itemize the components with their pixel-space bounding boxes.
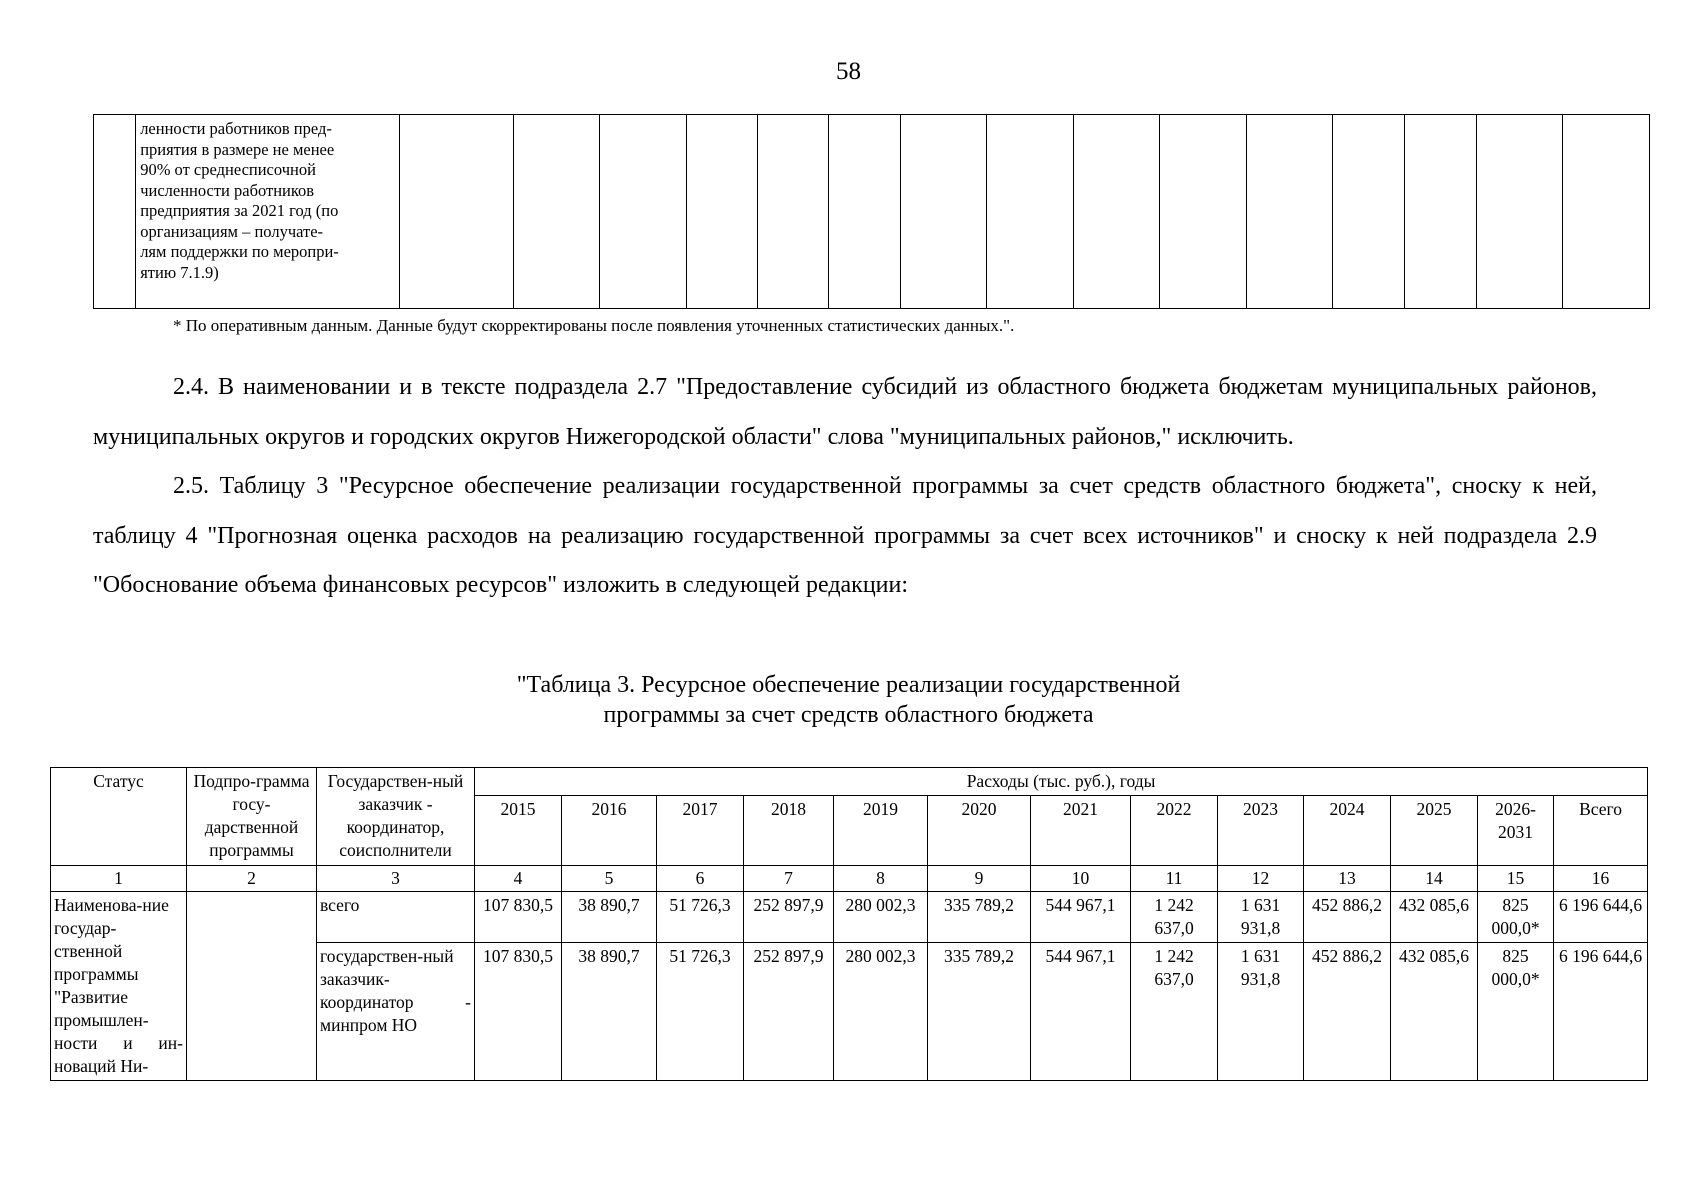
value-cell: 1 242 637,0 (1131, 943, 1218, 1081)
continued-table (93, 114, 1650, 309)
table-cell (1476, 115, 1563, 309)
column-index: 16 (1554, 866, 1648, 892)
header-year: 2022 (1131, 796, 1218, 866)
column-index: 4 (475, 866, 562, 892)
table-cell (829, 115, 901, 309)
table-cell (600, 115, 687, 309)
table-cell (1160, 115, 1247, 309)
customer-cell: государствен-ный заказчик-координатор - минпром НО (317, 943, 475, 1081)
column-index: 9 (928, 866, 1031, 892)
value-cell: 280 002,3 (834, 892, 928, 943)
value-cell: 432 085,6 (1391, 943, 1478, 1081)
header-year: 2024 (1304, 796, 1391, 866)
column-index: 12 (1218, 866, 1304, 892)
indicator-description-cell (136, 115, 400, 309)
value-cell: 452 886,2 (1304, 892, 1391, 943)
column-index: 15 (1478, 866, 1554, 892)
table-title-line-1: "Таблица 3. Ресурсное обеспечение реализации государственной (516, 672, 1181, 698)
header-year: 2025 (1391, 796, 1478, 866)
value-cell: 825 000,0* (1478, 943, 1554, 1081)
value-cell: 1 631 931,8 (1218, 892, 1304, 943)
subprogram-cell (187, 892, 317, 1081)
table-cell (987, 115, 1074, 309)
page-number: 58 (836, 58, 861, 85)
value-cell: 432 085,6 (1391, 892, 1478, 943)
table-cell (757, 115, 829, 309)
header-year: 2026-2031 (1478, 796, 1554, 866)
table-cell (1563, 115, 1650, 309)
line: ятию 7.1.9) (140, 262, 219, 282)
table-cell (94, 115, 136, 309)
value-cell: 107 830,5 (475, 892, 562, 943)
value-cell: 107 830,5 (475, 943, 562, 1081)
header-year: 2020 (928, 796, 1031, 866)
header-year: 2018 (744, 796, 834, 866)
customer-cell: всего (317, 892, 475, 943)
table-cell (513, 115, 600, 309)
column-index: 6 (657, 866, 744, 892)
column-index: 11 (1131, 866, 1218, 892)
line: приятия в размере не менее (140, 139, 335, 159)
resource-table (50, 767, 1648, 1081)
header-customer: Государствен-ный заказчик - координатор, соисполнители (317, 768, 475, 866)
body-text (93, 363, 1597, 611)
table-row (94, 115, 1650, 309)
value-cell: 252 897,9 (744, 943, 834, 1081)
header-year: 2019 (834, 796, 928, 866)
column-index: 14 (1391, 866, 1478, 892)
table-cell (686, 115, 757, 309)
value-cell: 452 886,2 (1304, 943, 1391, 1081)
value-cell: 38 890,7 (562, 943, 657, 1081)
value-cell: 280 002,3 (834, 943, 928, 1081)
value-cell: 1 242 637,0 (1131, 892, 1218, 943)
line: численности работников (140, 180, 315, 200)
column-index: 1 (51, 866, 187, 892)
table-cell (1405, 115, 1477, 309)
header-row (51, 768, 1648, 796)
header-total: Всего (1554, 796, 1648, 866)
header-year: 2017 (657, 796, 744, 866)
status-cell: Наименова-ние государ-ственной программы "Развитие промышлен-ности и ин-новаций Ни- (51, 892, 187, 1081)
column-index: 5 (562, 866, 657, 892)
table-cell (900, 115, 987, 309)
value-cell: 544 967,1 (1031, 943, 1131, 1081)
line: организациям – получате- (140, 221, 324, 241)
column-index: 3 (317, 866, 475, 892)
header-year: 2021 (1031, 796, 1131, 866)
value-cell: 335 789,2 (928, 892, 1031, 943)
table-title (0, 670, 1697, 730)
value-cell: 544 967,1 (1031, 892, 1131, 943)
header-subprogram: Подпро-грамма госу-дарственной программы (187, 768, 317, 866)
header-year: 2023 (1218, 796, 1304, 866)
total-cell: 6 196 644,6 (1554, 892, 1648, 943)
header-year: 2015 (475, 796, 562, 866)
table-title-line-2: программы за счет средств областного бюджета (603, 702, 1094, 728)
column-index: 7 (744, 866, 834, 892)
table-cell (399, 115, 513, 309)
value-cell: 335 789,2 (928, 943, 1031, 1081)
column-index: 13 (1304, 866, 1391, 892)
line: предприятия за 2021 год (по (140, 201, 339, 220)
header-status: Статус (51, 768, 187, 866)
table-cell (1246, 115, 1333, 309)
value-cell: 252 897,9 (744, 892, 834, 943)
paragraph-2-4: 2.4. В наименовании и в тексте подраздела 2.7 "Предоставление субсидий из областного бюджета бюджетам муниципальных районов, муниципальных округов и городских округов Нижегородской области" слова "муниципальных районов," исключить. (93, 374, 1597, 450)
column-index-row (51, 866, 1648, 892)
value-cell: 825 000,0* (1478, 892, 1554, 943)
column-index: 10 (1031, 866, 1131, 892)
value-cell: 51 726,3 (657, 943, 744, 1081)
paragraph-2-5: 2.5. Таблицу 3 "Ресурсное обеспечение реализации государственной программы за счет средств областного бюджета", сноску к ней, таблицу 4 "Прогнозная оценка расходов на реализацию государственной программы за счет всех источников" и сноску к ней подраздела 2.9 "Обоснование объема финансовых ресурсов" изложить в следующей редакции: (93, 473, 1597, 598)
column-index: 2 (187, 866, 317, 892)
table-cell (1073, 115, 1160, 309)
header-year: 2016 (562, 796, 657, 866)
column-index: 8 (834, 866, 928, 892)
table-row (51, 892, 1648, 943)
value-cell: 1 631 931,8 (1218, 943, 1304, 1081)
header-expenses: Расходы (тыс. руб.), годы (475, 768, 1648, 796)
value-cell: 38 890,7 (562, 892, 657, 943)
value-cell: 51 726,3 (657, 892, 744, 943)
total-cell: 6 196 644,6 (1554, 943, 1648, 1081)
line: ленности работников пред- (140, 119, 332, 138)
line: лям поддержки по меропри- (140, 242, 339, 261)
table-cell (1333, 115, 1405, 309)
footnote: * По оперативным данным. Данные будут скорректированы после появления уточненных статистических данных.". (173, 316, 1015, 335)
line: 90% от среднесписочной (140, 160, 316, 179)
